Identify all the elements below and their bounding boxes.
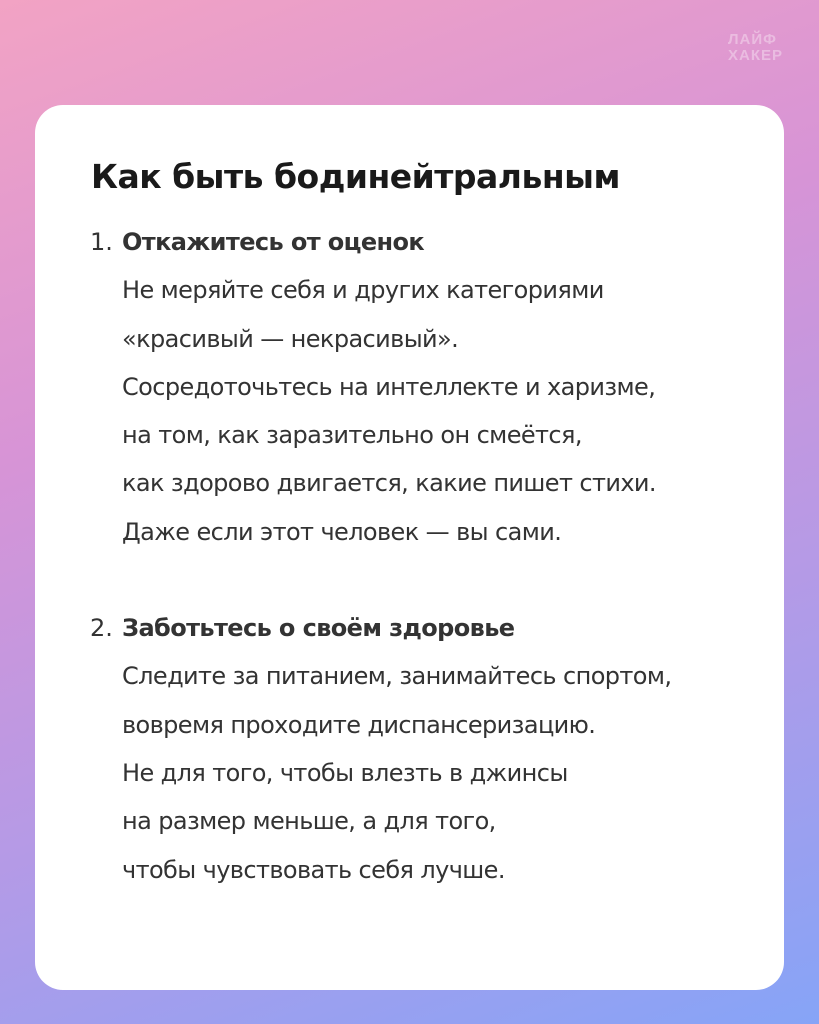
item-text: Сосредоточьтесь на интеллекте и харизме, bbox=[122, 372, 656, 401]
item-title: Откажитесь от оценок bbox=[122, 228, 425, 256]
item-text: на том, как заразительно он смеётся, bbox=[122, 421, 582, 450]
lifehacker-logo bbox=[728, 32, 783, 64]
list-item bbox=[90, 218, 770, 556]
tips-list bbox=[90, 218, 770, 942]
logo-line: ЛАЙФ bbox=[728, 31, 777, 48]
item-text: как здорово двигается, какие пишет стихи. bbox=[122, 469, 656, 498]
item-text: на размер меньше, а для того, bbox=[122, 807, 496, 836]
item-text: Следите за питанием, занимайтесь спортом, bbox=[122, 662, 672, 691]
item-text: чтобы чувствовать себя лучше. bbox=[122, 855, 505, 884]
item-text: Не для того, чтобы влезть в джинсы bbox=[122, 758, 568, 787]
content-card bbox=[35, 105, 784, 990]
item-text: «красивый — некрасивый». bbox=[122, 324, 459, 353]
page-title: Как быть бодинейтральным bbox=[91, 157, 620, 196]
item-text: вовремя проходите диспансеризацию. bbox=[122, 710, 596, 739]
item-title: Заботьтесь о своём здоровье bbox=[122, 614, 515, 643]
item-text: Даже если этот человек — вы сами. bbox=[122, 517, 562, 546]
list-item bbox=[90, 604, 770, 894]
item-number: 2. bbox=[90, 614, 113, 643]
item-number: 1. bbox=[90, 228, 113, 256]
logo-line: ХАКЕР bbox=[728, 47, 784, 64]
item-text: Не меряйте себя и других категориями bbox=[122, 276, 604, 305]
